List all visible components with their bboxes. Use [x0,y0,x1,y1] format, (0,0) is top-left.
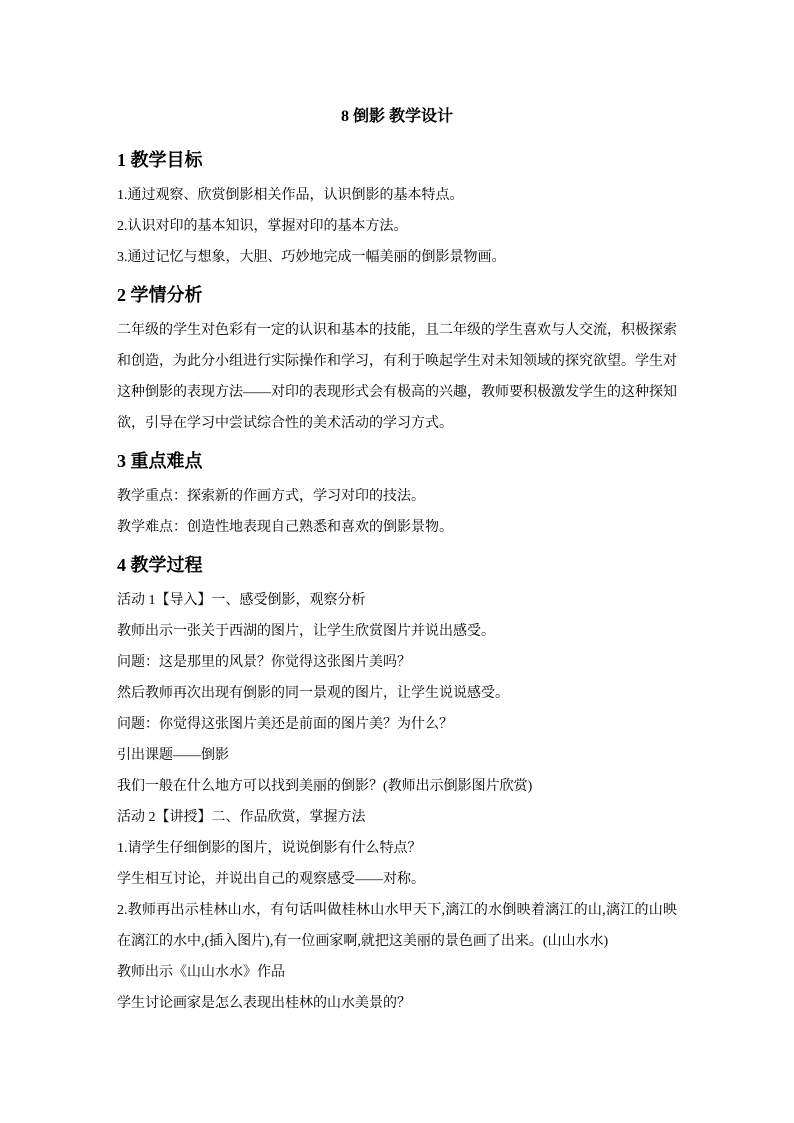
goal-line-3: 3.通过记忆与想象，大胆、巧妙地完成一幅美丽的倒影景物画。 [117,250,506,265]
difficulty-line: 教学难点：创造性地表现自己熟悉和喜欢的倒影景物。 [117,520,453,535]
process-line-8: 活动 2【讲授】二、作品欣赏，掌握方法 [117,810,366,825]
process-line-6: 引出课题——倒影 [117,748,229,763]
process-line-14: 学生讨论画家是怎么表现出桂林的山水美景的？ [117,996,411,1011]
analysis-line-2: 和创造，为此分小组进行实际操作和学习，有利于唤起学生对未知领域的探究欲望。学生对 [117,354,677,369]
page-title: 8 倒影 教学设计 [340,108,453,125]
section-heading-teaching-process: 4 教学过程 [117,555,203,575]
process-line-7: 我们一般在什么地方可以找到美丽的倒影？(教师出示倒影图片欣赏) [117,779,533,794]
goal-line-2: 2.认识对印的基本知识，掌握对印的基本方法。 [117,219,408,234]
process-line-3: 问题：这是那里的风景？你觉得这张图片美吗？ [117,655,411,670]
analysis-line-1: 二年级的学生对色彩有一定的认识和基本的技能，且二年级的学生喜欢与人交流，积极探索 [117,323,677,338]
key-point-line: 教学重点：探索新的作画方式，学习对印的技法。 [117,489,425,504]
section-heading-key-points: 3 重点难点 [117,451,203,471]
process-line-10: 学生相互讨论，并说出自己的观察感受——对称。 [117,872,425,887]
process-line-2: 教师出示一张关于西湖的图片，让学生欣赏图片并说出感受。 [117,624,495,639]
document-body [117,101,677,1019]
process-line-12: 在漓江的水中,(插入图片),有一位画家啊,就把这美丽的景色画了出来。(山山水水) [117,934,609,949]
process-line-9: 1.请学生仔细倒影的图片，说说倒影有什么特点？ [117,841,422,856]
section-heading-teaching-goals: 1 教学目标 [117,150,203,170]
process-line-4: 然后教师再次出现有倒影的同一景观的图片，让学生说说感受。 [117,686,509,701]
section-heading-student-analysis: 2 学情分析 [117,285,203,305]
process-line-5: 问题：你觉得这张图片美还是前面的图片美？为什么？ [117,717,453,732]
analysis-line-4: 欲，引导在学习中尝试综合性的美术活动的学习方式。 [117,416,453,431]
goal-line-1: 1.通过观察、欣赏倒影相关作品，认识倒影的基本特点。 [117,188,464,203]
process-line-13: 教师出示《山山水水》作品 [117,965,285,980]
process-line-11: 2.教师再出示桂林山水，有句话叫做桂林山水甲天下,漓江的水倒映着漓江的山,漓江的山映 [117,903,677,918]
analysis-line-3: 这种倒影的表现方法——对印的表现形式会有极高的兴趣，教师要积极激发学生的这种探知 [117,385,677,400]
process-line-1: 活动 1【导入】一、感受倒影，观察分析 [117,593,366,608]
